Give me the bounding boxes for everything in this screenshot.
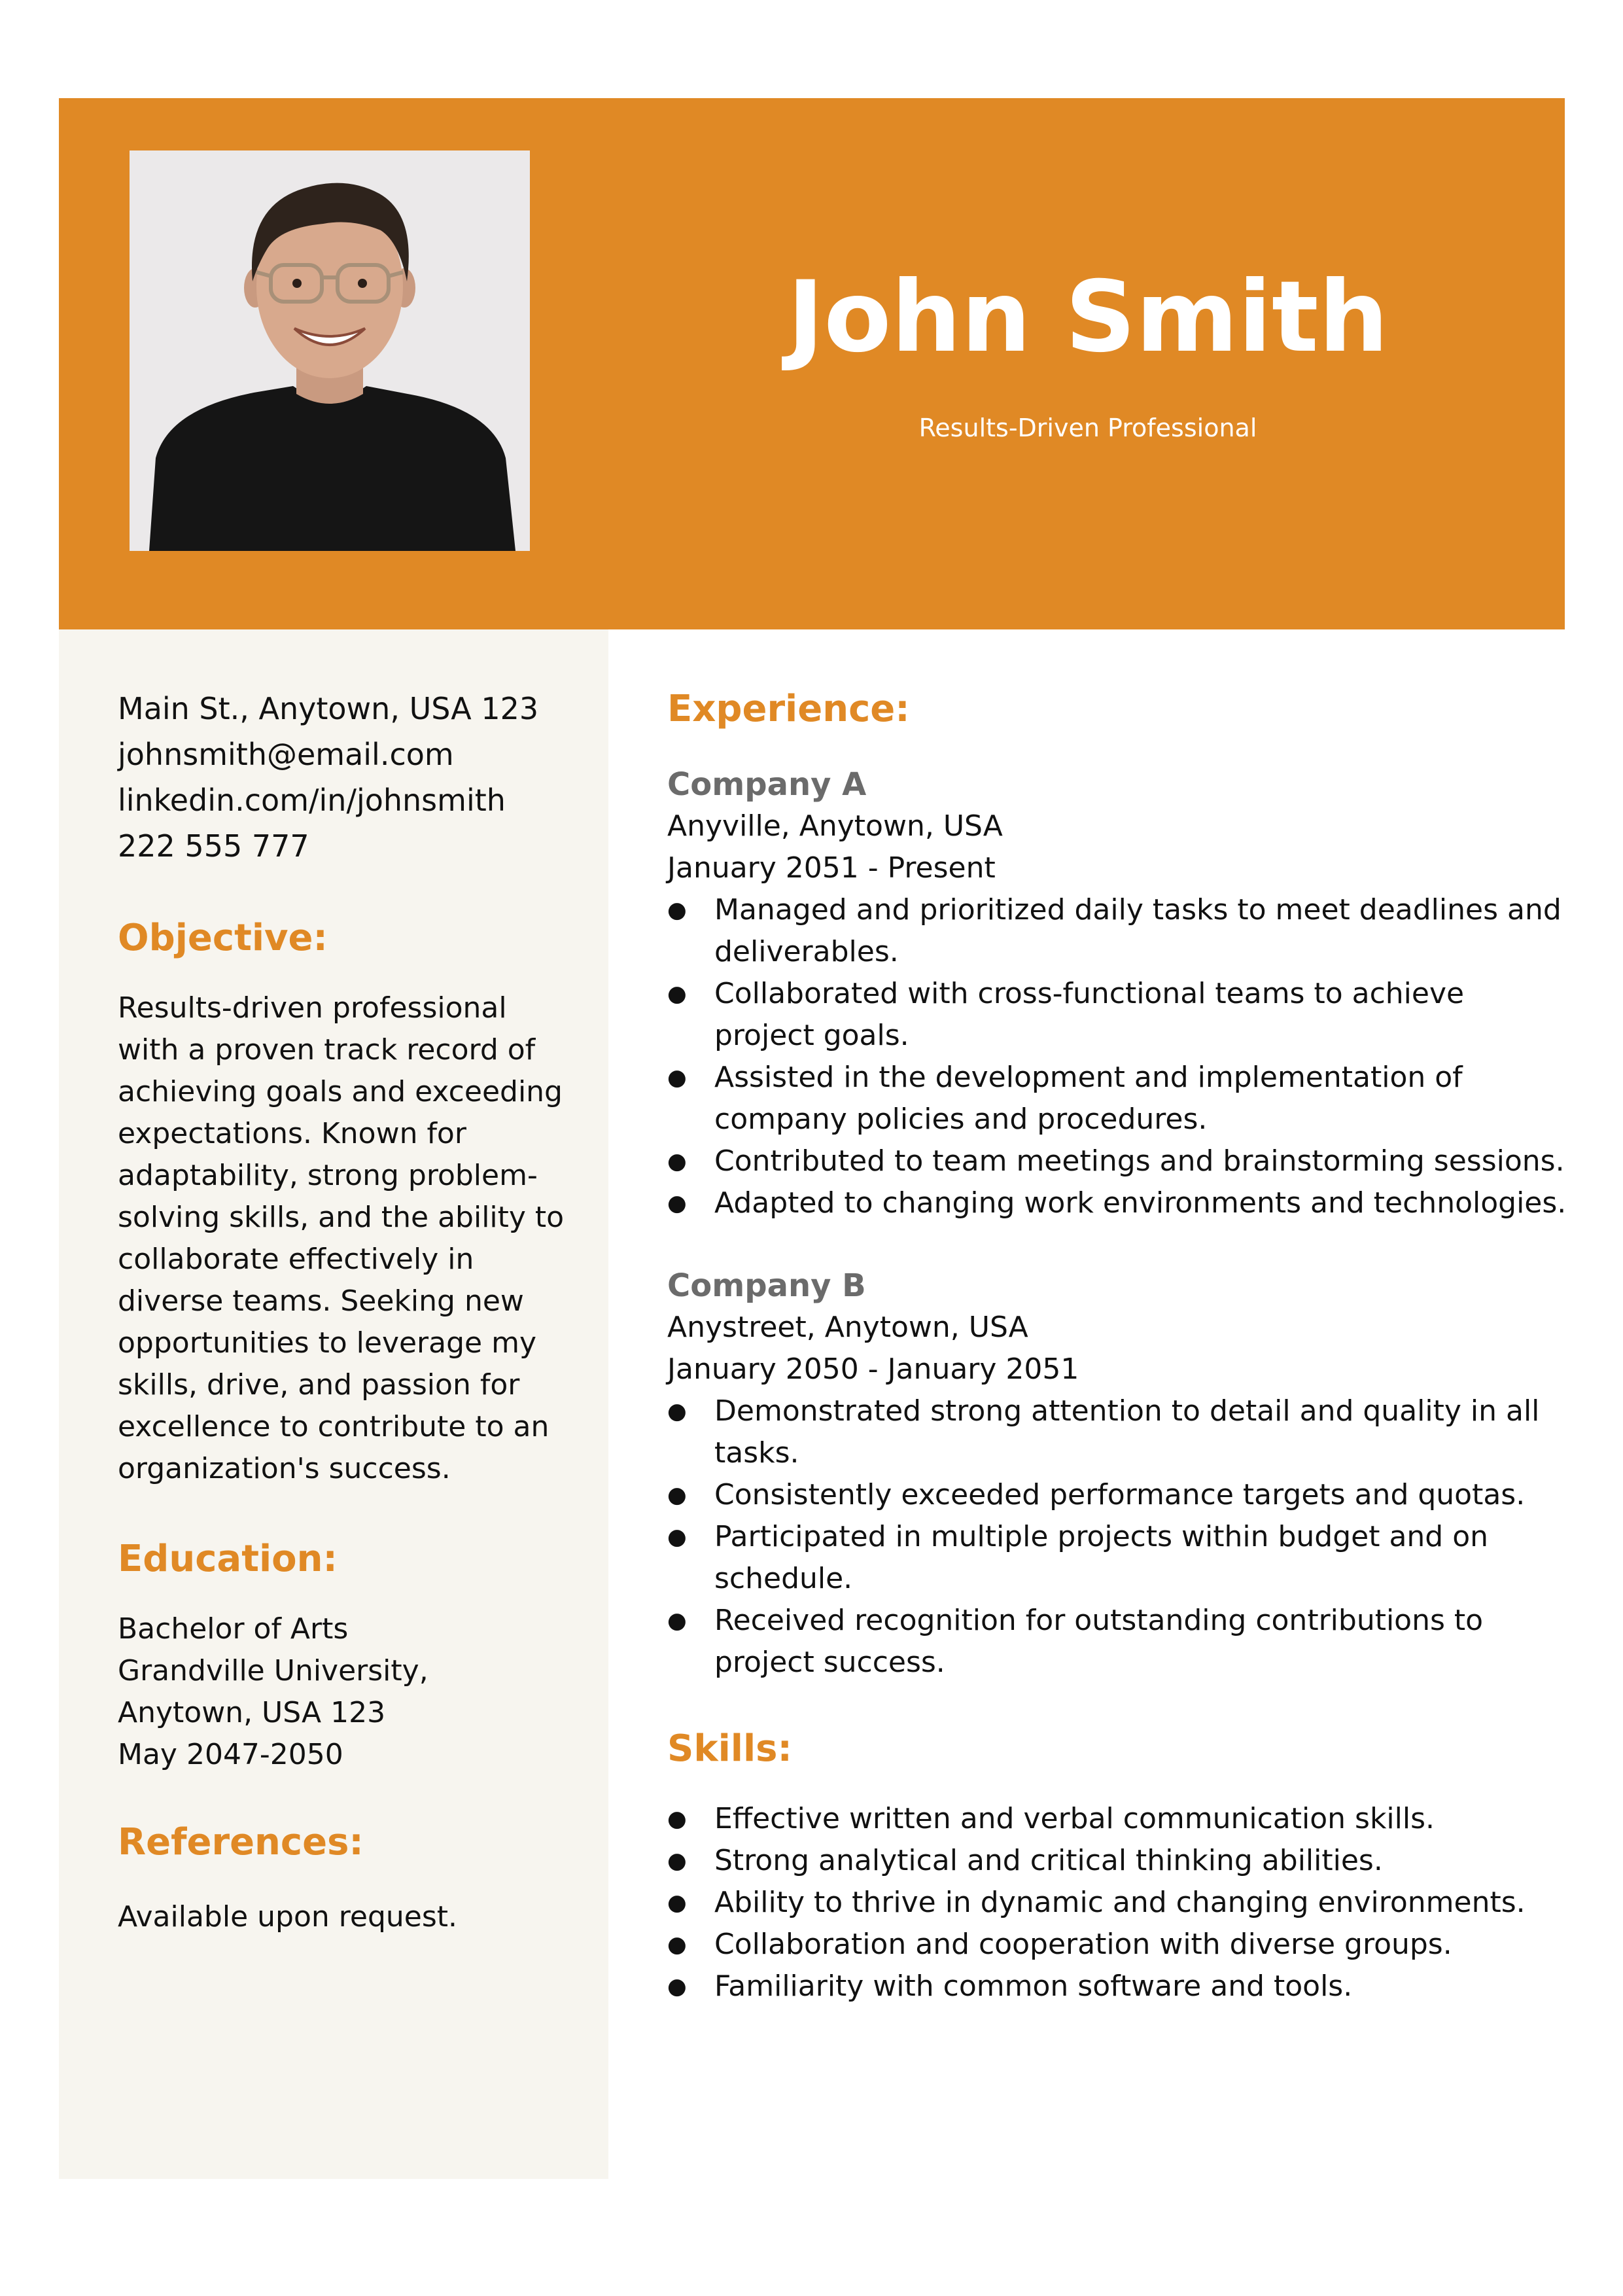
- contact-info: [118, 686, 576, 869]
- skills-heading: Skills:: [667, 1727, 792, 1771]
- job-bullets: [667, 889, 1570, 1224]
- bullet-item: ● Received recognition for outstanding contributions to project success.: [667, 1600, 1570, 1684]
- objective-text: Results-driven professional with a proven track record of achieving goals and exceeding expectations. Known for adaptability, strong problem-solving skills, and the ability to collaborate effectively in diverse teams. Seeking new opportunities to leverage my skills, drive, and passion for excellence to contribute to an organization's success.: [118, 991, 565, 1486]
- skills-list: [667, 1798, 1570, 2007]
- contact-phone: 222 555 777: [118, 828, 309, 864]
- bullet-item: ● Contributed to team meetings and brainstorming sessions.: [667, 1140, 1570, 1182]
- references-text: Available upon request.: [118, 1899, 457, 1934]
- job-dates: January 2050 - January 2051: [667, 1352, 1079, 1386]
- experience-heading: Experience:: [667, 688, 910, 730]
- job-bullets: [667, 1390, 1570, 1684]
- contact-email: johnsmith@email.com: [118, 737, 454, 772]
- education-degree: Bachelor of Arts: [118, 1612, 349, 1646]
- bullet-item: ● Adapted to changing work environments and technologies.: [667, 1182, 1570, 1224]
- job-entry: [667, 1265, 1570, 1684]
- contact-linkedin: linkedin.com/in/johnsmith: [118, 783, 506, 818]
- education-details: [118, 1608, 576, 1776]
- bullet-item: ● Assisted in the development and implementation of company policies and procedures.: [667, 1057, 1570, 1140]
- skill-item: ● Effective written and verbal communication skills.: [667, 1798, 1570, 1840]
- candidate-name: John Smith: [787, 260, 1389, 374]
- bullet-item: ● Demonstrated strong attention to detail and quality in all tasks.: [667, 1390, 1570, 1474]
- education-location: Anytown, USA 123: [118, 1696, 386, 1730]
- education-school: Grandville University,: [118, 1654, 428, 1688]
- bullet-item: ● Participated in multiple projects within budget and on schedule.: [667, 1516, 1570, 1600]
- right-column: [667, 687, 1570, 2007]
- bullet-item: ● Consistently exceeded performance targets and quotas.: [667, 1474, 1570, 1516]
- job-location: Anystreet, Anytown, USA: [667, 1311, 1028, 1345]
- references-heading: References:: [118, 1821, 364, 1864]
- job-entry: [667, 764, 1570, 1224]
- education-heading: Education:: [118, 1538, 338, 1581]
- objective-heading: Objective:: [118, 917, 328, 959]
- candidate-tagline: Results-Driven Professional: [918, 414, 1257, 442]
- skill-item: ● Strong analytical and critical thinking abilities.: [667, 1840, 1570, 1882]
- skill-item: ● Ability to thrive in dynamic and changing environments.: [667, 1882, 1570, 1924]
- skill-item: ● Familiarity with common software and tools.: [667, 1966, 1570, 2007]
- job-location: Anyville, Anytown, USA: [667, 809, 1003, 843]
- job-company: Company A: [667, 766, 867, 804]
- job-dates: January 2051 - Present: [667, 851, 996, 885]
- header-banner: [59, 98, 1565, 629]
- contact-address: Main St., Anytown, USA 123: [118, 691, 539, 726]
- bullet-item: ● Collaborated with cross-functional teams to achieve project goals.: [667, 973, 1570, 1057]
- job-company: Company B: [667, 1267, 866, 1305]
- profile-photo: [130, 150, 530, 551]
- left-column: [118, 686, 576, 1938]
- skill-item: ● Collaboration and cooperation with diverse groups.: [667, 1924, 1570, 1966]
- education-dates: May 2047-2050: [118, 1738, 343, 1772]
- bullet-item: ● Managed and prioritized daily tasks to meet deadlines and deliverables.: [667, 889, 1570, 973]
